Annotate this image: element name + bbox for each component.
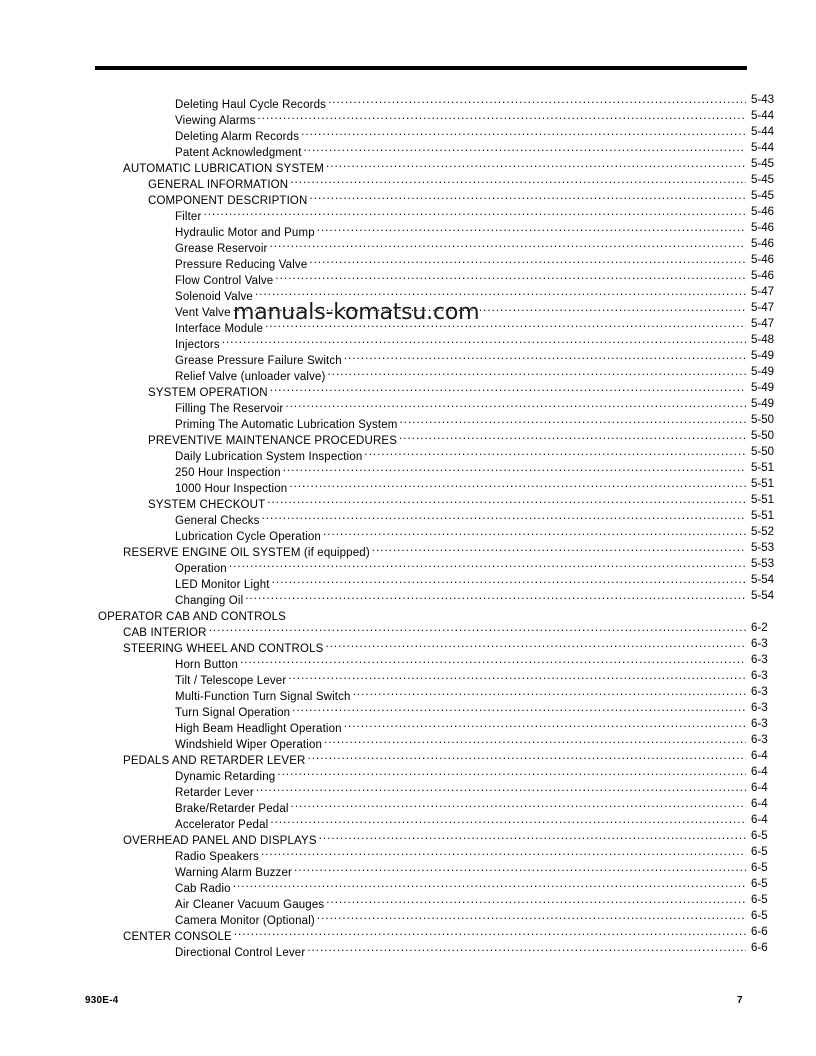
toc-entry-page-number: 5-46 xyxy=(751,206,775,218)
toc-entry[interactable] xyxy=(0,508,816,527)
toc-entry-page-number: 6-4 xyxy=(751,766,768,778)
toc-entry[interactable] xyxy=(0,604,816,623)
toc-entry[interactable] xyxy=(0,636,816,655)
toc-leader-dots xyxy=(285,396,746,412)
toc-entry-page-number: 6-4 xyxy=(751,750,768,762)
toc-entry-page-number: 6-6 xyxy=(751,926,768,938)
toc-leader-dots xyxy=(288,668,746,684)
toc-leader-dots xyxy=(262,508,746,524)
toc-entry-title: Deleting Alarm Records xyxy=(175,131,300,143)
toc-entry-title: STEERING WHEEL AND CONTROLS xyxy=(123,643,324,655)
toc-entry-page-number: 5-44 xyxy=(751,110,775,122)
toc-entry-page-number: 6-5 xyxy=(751,894,768,906)
toc-entry-page-number: 5-44 xyxy=(751,142,775,154)
toc-entry-title: OVERHEAD PANEL AND DISPLAYS xyxy=(123,835,317,847)
toc-entry-page-number: 5-47 xyxy=(751,286,775,298)
toc-entry[interactable] xyxy=(0,812,816,831)
toc-entry-page-number: 5-51 xyxy=(751,462,775,474)
toc-entry-title: Windshield Wiper Operation xyxy=(175,739,323,751)
toc-entry-page-number: 6-5 xyxy=(751,910,768,922)
toc-leader-dots xyxy=(270,380,746,396)
toc-leader-dots xyxy=(294,860,746,876)
toc-entry-title: Radio Speakers xyxy=(175,851,259,863)
toc-entry[interactable] xyxy=(0,252,816,271)
toc-entry[interactable] xyxy=(0,556,816,575)
toc-leader-dots xyxy=(301,124,746,140)
toc-entry-title: Lubrication Cycle Operation xyxy=(175,531,321,543)
toc-entry-page-number: 5-48 xyxy=(751,334,775,346)
toc-entry-title: Flow Control Valve xyxy=(175,275,274,287)
toc-entry-page-number: 5-47 xyxy=(751,318,775,330)
footer-model-number: 930E-4 xyxy=(85,995,119,1006)
toc-entry[interactable] xyxy=(0,444,816,463)
toc-leader-dots xyxy=(229,556,746,572)
table-of-contents-list xyxy=(0,92,816,959)
toc-leader-dots xyxy=(326,892,746,908)
toc-entry-page-number: 5-46 xyxy=(751,222,775,234)
toc-entry[interactable] xyxy=(0,860,816,879)
toc-entry-page-number: 6-2 xyxy=(751,622,768,634)
toc-entry-title: CENTER CONSOLE xyxy=(123,931,232,943)
toc-entry-title: High Beam Headlight Operation xyxy=(175,723,342,735)
toc-leader-dots xyxy=(289,476,746,492)
toc-leader-dots xyxy=(272,572,746,588)
toc-entry-title: AUTOMATIC LUBRICATION SYSTEM xyxy=(123,163,324,175)
toc-entry-page-number: 6-3 xyxy=(751,702,768,714)
toc-entry[interactable] xyxy=(0,300,816,319)
toc-entry-title: Warning Alarm Buzzer xyxy=(175,867,292,879)
toc-entry-title: Grease Pressure Failure Switch xyxy=(175,355,342,367)
toc-leader-dots xyxy=(203,204,746,220)
toc-leader-dots xyxy=(324,732,746,748)
toc-leader-dots xyxy=(283,460,746,476)
toc-leader-dots xyxy=(372,540,746,556)
toc-entry[interactable] xyxy=(0,92,816,111)
toc-entry-page-number: 6-3 xyxy=(751,670,768,682)
toc-entry[interactable] xyxy=(0,284,816,303)
toc-entry-page-number: 5-50 xyxy=(751,446,775,458)
toc-entry-page-number: 5-53 xyxy=(751,542,775,554)
toc-entry[interactable] xyxy=(0,652,816,671)
toc-leader-dots xyxy=(364,444,746,460)
toc-entry[interactable] xyxy=(0,572,816,591)
toc-entry-title: Tilt / Telescope Lever xyxy=(175,675,287,687)
toc-entry-title: RESERVE ENGINE OIL SYSTEM (if equipped) xyxy=(123,547,370,559)
toc-entry-title: LED Monitor Light xyxy=(175,579,270,591)
toc-entry-page-number: 5-49 xyxy=(751,350,775,362)
footer-page-number: 7 xyxy=(737,995,743,1006)
toc-entry-title: CAB INTERIOR xyxy=(123,627,207,639)
toc-entry-page-number: 6-5 xyxy=(751,830,768,842)
toc-leader-dots xyxy=(317,220,746,236)
toc-entry-title: Retarder Lever xyxy=(175,787,254,799)
toc-entry[interactable] xyxy=(0,156,816,175)
toc-entry[interactable] xyxy=(0,924,816,943)
toc-entry[interactable] xyxy=(0,108,816,127)
toc-entry-title: Operation xyxy=(175,563,227,575)
toc-leader-dots xyxy=(304,140,746,156)
toc-leader-dots xyxy=(307,940,746,956)
toc-entry[interactable] xyxy=(0,172,816,191)
toc-entry-title: Cab Radio xyxy=(175,883,231,895)
toc-entry-title: Filling The Reservoir xyxy=(175,403,284,415)
toc-leader-dots xyxy=(267,492,746,508)
toc-entry-title: Brake/Retarder Pedal xyxy=(175,803,289,815)
toc-entry[interactable] xyxy=(0,828,816,847)
toc-entry[interactable] xyxy=(0,236,816,255)
toc-entry-page-number: 6-3 xyxy=(751,686,768,698)
toc-entry-title: Deleting Haul Cycle Records xyxy=(175,99,327,111)
toc-entry[interactable] xyxy=(0,124,816,143)
toc-entry[interactable] xyxy=(0,492,816,511)
toc-entry-title: Injectors xyxy=(175,339,220,351)
toc-entry-title: Multi-Function Turn Signal Switch xyxy=(175,691,351,703)
toc-entry-title: Accelerator Pedal xyxy=(175,819,269,831)
toc-entry[interactable] xyxy=(0,588,816,607)
toc-leader-dots xyxy=(309,252,746,268)
toc-entry-title: Solenoid Valve xyxy=(175,291,253,303)
toc-entry-title: Priming The Automatic Lubrication System xyxy=(175,419,398,431)
toc-entry-page-number: 6-5 xyxy=(751,846,768,858)
toc-entry[interactable] xyxy=(0,892,816,911)
toc-entry[interactable] xyxy=(0,268,816,287)
toc-entry-title: Turn Signal Operation xyxy=(175,707,291,719)
toc-entry-page-number: 5-46 xyxy=(751,238,775,250)
toc-entry-page-number: 5-51 xyxy=(751,510,775,522)
toc-leader-dots xyxy=(233,876,746,892)
toc-entry-title: SYSTEM OPERATION xyxy=(148,387,268,399)
toc-entry-page-number: 5-43 xyxy=(751,94,775,106)
toc-entry-title: Filter xyxy=(175,211,202,223)
toc-entry-page-number: 6-5 xyxy=(751,862,768,874)
toc-entry[interactable] xyxy=(0,188,816,207)
toc-leader-dots xyxy=(325,636,746,652)
toc-entry[interactable] xyxy=(0,780,816,799)
toc-entry[interactable] xyxy=(0,940,816,959)
toc-leader-dots xyxy=(270,812,746,828)
toc-entry[interactable] xyxy=(0,796,816,815)
toc-leader-dots xyxy=(233,300,746,316)
toc-entry-title: Horn Button xyxy=(175,659,239,671)
toc-entry-page-number: 6-3 xyxy=(751,718,768,730)
toc-entry-page-number: 6-3 xyxy=(751,734,768,746)
toc-entry[interactable] xyxy=(0,316,816,335)
toc-entry-page-number: 5-49 xyxy=(751,398,775,410)
toc-entry[interactable] xyxy=(0,748,816,767)
toc-leader-dots xyxy=(222,332,746,348)
toc-leader-dots xyxy=(344,716,746,732)
toc-leader-dots xyxy=(209,620,746,636)
toc-entry[interactable] xyxy=(0,908,816,927)
watermark-text: manuals-komatsu.com xyxy=(233,300,480,325)
toc-entry[interactable] xyxy=(0,396,816,415)
toc-entry-title: Hydraulic Motor and Pump xyxy=(175,227,315,239)
toc-entry[interactable] xyxy=(0,620,816,639)
toc-leader-dots xyxy=(288,604,746,620)
toc-entry-page-number: 5-52 xyxy=(751,526,775,538)
toc-entry[interactable] xyxy=(0,348,816,367)
toc-leader-dots xyxy=(319,828,746,844)
toc-entry-title: Interface Module xyxy=(175,323,264,335)
toc-entry-title: 1000 Hour Inspection xyxy=(175,483,288,495)
toc-entry-page-number: 5-49 xyxy=(751,366,775,378)
toc-entry-page-number: 5-46 xyxy=(751,270,775,282)
toc-entry-page-number: 5-44 xyxy=(751,126,775,138)
toc-leader-dots xyxy=(344,348,746,364)
toc-entry-title: Daily Lubrication System Inspection xyxy=(175,451,363,463)
toc-leader-dots xyxy=(275,268,746,284)
toc-entry[interactable] xyxy=(0,876,816,895)
toc-entry[interactable] xyxy=(0,716,816,735)
toc-leader-dots xyxy=(309,188,746,204)
toc-leader-dots xyxy=(399,412,746,428)
toc-leader-dots xyxy=(292,700,746,716)
toc-leader-dots xyxy=(234,924,746,940)
toc-entry[interactable] xyxy=(0,380,816,399)
toc-entry[interactable] xyxy=(0,684,816,703)
toc-leader-dots xyxy=(323,524,746,540)
toc-leader-dots xyxy=(265,316,746,332)
toc-entry[interactable] xyxy=(0,524,816,543)
toc-leader-dots xyxy=(256,780,746,796)
header-rule xyxy=(95,66,747,70)
toc-entry-page-number: 6-5 xyxy=(751,878,768,890)
toc-entry[interactable] xyxy=(0,668,816,687)
toc-entry[interactable] xyxy=(0,204,816,223)
toc-entry[interactable] xyxy=(0,700,816,719)
toc-entry[interactable] xyxy=(0,540,816,559)
toc-entry-title: Changing Oil xyxy=(175,595,244,607)
toc-entry-title: PEDALS AND RETARDER LEVER xyxy=(123,755,306,767)
toc-entry-page-number: 5-54 xyxy=(751,574,775,586)
toc-leader-dots xyxy=(270,236,746,252)
toc-leader-dots xyxy=(307,748,746,764)
toc-leader-dots xyxy=(353,684,746,700)
toc-entry[interactable] xyxy=(0,460,816,479)
toc-leader-dots xyxy=(245,588,746,604)
toc-entry[interactable] xyxy=(0,476,816,495)
toc-entry-title: Pressure Reducing Valve xyxy=(175,259,308,271)
toc-entry-title: Vent Valve xyxy=(175,307,231,319)
toc-leader-dots xyxy=(399,428,746,444)
toc-entry-title: General Checks xyxy=(175,515,260,527)
toc-entry-page-number: 6-6 xyxy=(751,942,768,954)
toc-entry-page-number: 5-45 xyxy=(751,190,775,202)
toc-entry-title: Air Cleaner Vacuum Gauges xyxy=(175,899,325,911)
toc-entry[interactable] xyxy=(0,412,816,431)
toc-entry-page-number: 5-45 xyxy=(751,158,775,170)
toc-entry-page-number: 5-51 xyxy=(751,478,775,490)
toc-entry-page-number: 5-51 xyxy=(751,494,775,506)
toc-leader-dots xyxy=(326,156,746,172)
toc-entry[interactable] xyxy=(0,732,816,751)
toc-entry[interactable] xyxy=(0,140,816,159)
toc-entry-page-number: 5-46 xyxy=(751,254,775,266)
toc-entry-title: Viewing Alarms xyxy=(175,115,256,127)
toc-entry-title: SYSTEM CHECKOUT xyxy=(148,499,266,511)
toc-entry-page-number: 6-4 xyxy=(751,782,768,794)
toc-leader-dots xyxy=(240,652,746,668)
toc-entry-title: COMPONENT DESCRIPTION xyxy=(148,195,308,207)
toc-entry[interactable] xyxy=(0,364,816,383)
toc-entry-page-number: 5-53 xyxy=(751,558,775,570)
toc-entry-title: Relief Valve (unloader valve) xyxy=(175,371,326,383)
toc-leader-dots xyxy=(328,92,746,108)
toc-entry-page-number: 5-54 xyxy=(751,590,775,602)
toc-leader-dots xyxy=(277,764,746,780)
toc-entry[interactable] xyxy=(0,332,816,351)
toc-entry-page-number: 6-4 xyxy=(751,798,768,810)
toc-entry[interactable] xyxy=(0,220,816,239)
toc-entry[interactable] xyxy=(0,428,816,447)
toc-leader-dots xyxy=(291,796,746,812)
toc-entry-page-number: 6-3 xyxy=(751,638,768,650)
toc-leader-dots xyxy=(290,172,746,188)
toc-entry-title: PREVENTIVE MAINTENANCE PROCEDURES xyxy=(148,435,398,447)
toc-entry-page-number: 5-50 xyxy=(751,414,775,426)
toc-entry-page-number: 6-3 xyxy=(751,654,768,666)
toc-entry-page-number: 5-47 xyxy=(751,302,775,314)
toc-entry-title: 250 Hour Inspection xyxy=(175,467,281,479)
toc-entry-title: Camera Monitor (Optional) xyxy=(175,915,315,927)
toc-leader-dots xyxy=(258,108,746,124)
toc-entry-title: OPERATOR CAB AND CONTROLS xyxy=(98,611,286,623)
toc-leader-dots xyxy=(255,284,746,300)
toc-entry-page-number: 6-4 xyxy=(751,814,768,826)
toc-entry-title: Dynamic Retarding xyxy=(175,771,276,783)
toc-entry-title: GENERAL INFORMATION xyxy=(148,179,289,191)
toc-leader-dots xyxy=(317,908,746,924)
toc-leader-dots xyxy=(261,844,746,860)
toc-entry-page-number: 5-50 xyxy=(751,430,775,442)
toc-entry-title: Patent Acknowledgment xyxy=(175,147,302,159)
toc-entry-page-number: 5-45 xyxy=(751,174,775,186)
toc-entry[interactable] xyxy=(0,844,816,863)
toc-leader-dots xyxy=(328,364,746,380)
toc-entry-title: Grease Reservoir xyxy=(175,243,268,255)
toc-entry-title: Directional Control Lever xyxy=(175,947,306,959)
toc-entry-page-number: 5-49 xyxy=(751,382,775,394)
toc-entry[interactable] xyxy=(0,764,816,783)
